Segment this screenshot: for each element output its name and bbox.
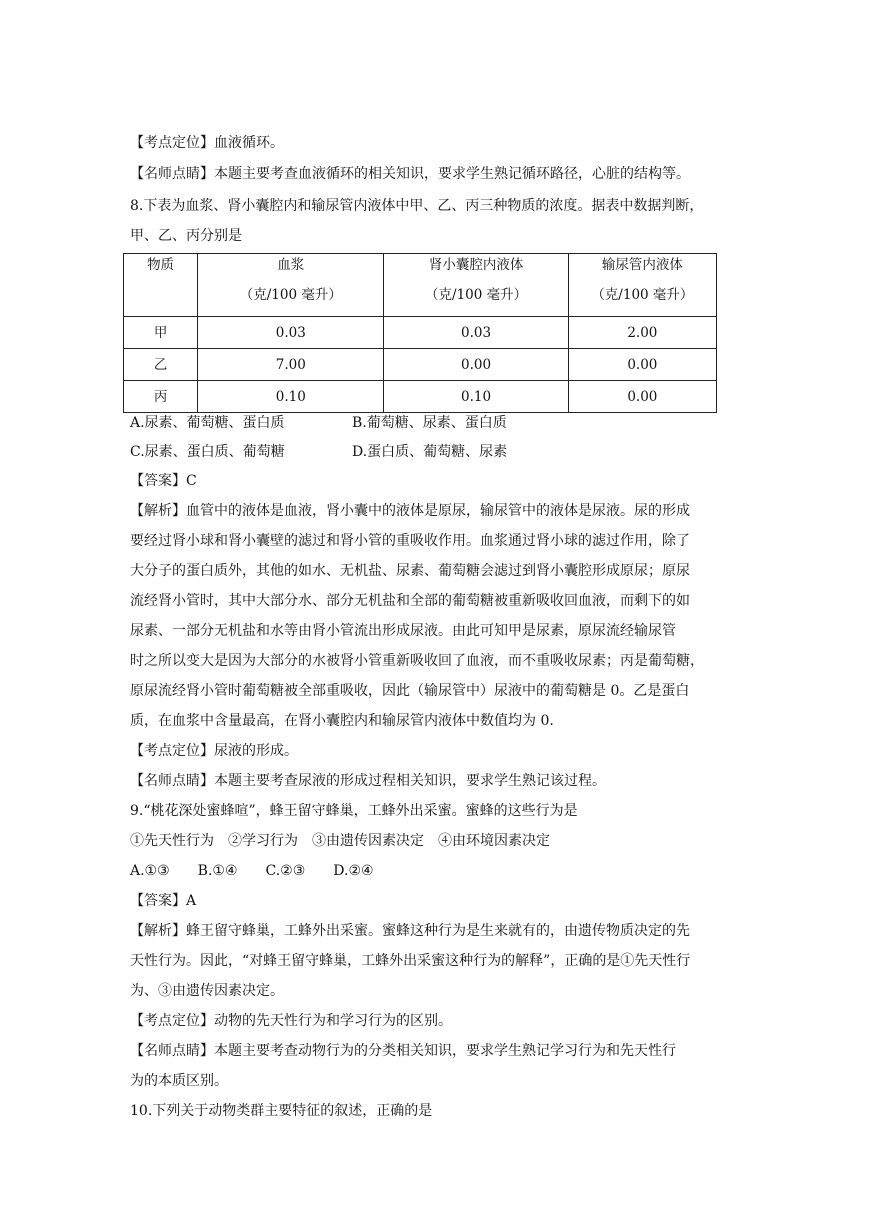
explanation-9-line: 【解析】蜂王留守蜂巢，工蜂外出采蜜。蜜蜂这种行为是生来就有的，由遗传物质决定的先 [130, 923, 690, 939]
explanation-8-line: 尿素、一部分无机盐和水等由肾小管流出形成尿液。由此可知甲是尿素，原尿流经输尿管 [130, 623, 676, 639]
teacher-tip-line: 【名师点睛】本题主要考查血液循环的相关知识，要求学生熟记循环路径，心脏的结构等。 [130, 166, 690, 182]
table-cell: 7.00 [198, 349, 384, 381]
table-row [124, 349, 717, 381]
explanation-8-line: 质，在血浆中含量最高，在肾小囊腔内和输尿管内液体中数值均为 0. [130, 713, 554, 729]
explanation-9-line: 为、③由遗传因素决定。 [130, 983, 284, 999]
table-cell: 0.00 [568, 349, 716, 381]
option-b: B.葡萄糖、尿素、蛋白质 [352, 415, 507, 431]
table-cell: 0.10 [198, 381, 384, 413]
question-9-options: A.①③ B.①④ C.②③ D.②④ [130, 863, 374, 879]
header-label: 物质 [147, 257, 175, 273]
explanation-8-line: 原尿流经肾小管时葡萄糖被全部重吸收，因此（输尿管中）尿液中的葡萄糖是 0。乙是蛋白 [130, 683, 690, 699]
table-cell: 0.00 [384, 349, 568, 381]
explanation-8-line: 要经过肾小球和肾小囊壁的滤过和肾小管的重吸收作用。血浆通过肾小球的滤过作用，除了 [130, 533, 690, 549]
teacher-tip-9: 【名师点睛】本题主要考查动物行为的分类相关知识，要求学生熟记学习行为和先天性行 [130, 1043, 676, 1059]
table-cell: 丙 [124, 381, 198, 413]
header-cell-substance [124, 254, 198, 317]
question-9-stem: 9.“桃花深处蜜蜂喧”，蜂王留守蜂巢，工蜂外出采蜜。蜜蜂的这些行为是 [130, 803, 578, 819]
question-10-stem: 10.下列关于动物类群主要特征的叙述，正确的是 [130, 1103, 433, 1119]
table-cell: 0.03 [198, 317, 384, 349]
explanation-9-line: 天性行为。因此，“对蜂王留守蜂巢，工蜂外出采蜜这种行为的解释”，正确的是①先天性行 [130, 953, 691, 969]
teacher-tip-8: 【名师点睛】本题主要考查尿液的形成过程相关知识，要求学生熟记该过程。 [130, 773, 606, 789]
header-unit: （克/100 毫升） [239, 287, 342, 303]
option-d: D.蛋白质、葡萄糖、尿素 [352, 444, 508, 460]
table-cell: 2.00 [568, 317, 716, 349]
header-label: 输尿管内液体 [601, 257, 683, 273]
question-9-statements: ①先天性行为 ②学习行为 ③由遗传因素决定 ④由环境因素决定 [130, 833, 550, 849]
explanation-8-line: 时之所以变大是因为大部分的水被肾小管重新吸收回了血液，而不重吸收尿素；丙是葡萄糖， [130, 653, 704, 669]
table-row [124, 317, 717, 349]
answer-9: 【答案】A [130, 893, 197, 909]
table-cell: 0.00 [568, 381, 716, 413]
header-cell-plasma [198, 254, 384, 317]
table-cell: 0.03 [384, 317, 568, 349]
explanation-8-line: 流经肾小管时，其中大部分水、部分无机盐和全部的葡萄糖被重新吸收回血液，而剩下的如 [130, 593, 690, 609]
answer-8: 【答案】C [130, 473, 197, 489]
header-cell-capsule [384, 254, 568, 317]
topic-location-9: 【考点定位】动物的先天性行为和学习行为的区别。 [130, 1013, 452, 1029]
topic-location-8: 【考点定位】尿液的形成。 [130, 743, 298, 759]
header-label: 血浆 [277, 257, 305, 273]
table-cell: 甲 [124, 317, 198, 349]
option-a: A.尿素、葡萄糖、蛋白质 [130, 415, 285, 431]
table-cell: 乙 [124, 349, 198, 381]
header-cell-ureter [568, 254, 716, 317]
concentration-table [123, 253, 717, 413]
option-row-2 [130, 442, 507, 462]
explanation-8-line: 【解析】血管中的液体是血液，肾小囊中的液体是原尿，输尿管中的液体是尿液。尿的形成 [130, 503, 690, 519]
table-cell: 0.10 [384, 381, 568, 413]
question-8-stem: 8.下表为血浆、肾小囊腔内和输尿管内液体中甲、乙、丙三种物质的浓度。据表中数据判断， [130, 198, 704, 214]
topic-location-line: 【考点定位】血液循环。 [130, 135, 284, 151]
teacher-tip-9-cont: 为的本质区别。 [130, 1073, 228, 1089]
table-row [124, 381, 717, 413]
option-row-1 [130, 413, 507, 433]
explanation-8-line: 大分子的蛋白质外，其他的如水、无机盐、尿素、葡萄糖会滤过到肾小囊腔形成原尿；原尿 [130, 563, 690, 579]
header-label: 肾小囊腔内液体 [428, 257, 524, 273]
header-unit: （克/100 毫升） [425, 287, 528, 303]
header-unit: （克/100 毫升） [591, 287, 694, 303]
table-header-row [124, 254, 717, 317]
option-c: C.尿素、蛋白质、葡萄糖 [130, 444, 285, 460]
question-8-stem-cont: 甲、乙、丙分别是 [130, 228, 242, 244]
